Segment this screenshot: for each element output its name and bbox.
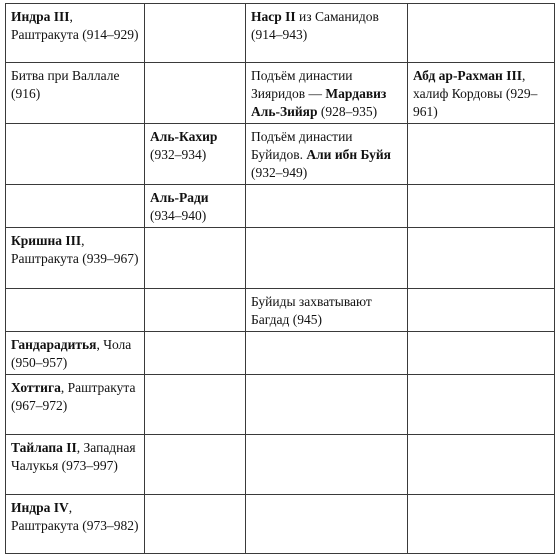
- cell-text: Битва при Валлале (916): [11, 68, 120, 101]
- table-row: [6, 185, 555, 228]
- table-cell: [408, 185, 555, 228]
- ruler-name: Аль-Ради: [150, 190, 209, 205]
- table-row: [6, 289, 555, 332]
- ruler-name: Хоттига: [11, 380, 61, 395]
- table-row: [6, 228, 555, 289]
- cell-text: , Раштракута (967–972): [11, 380, 136, 413]
- ruler-name: Наср II: [251, 9, 296, 24]
- table-cell: [246, 435, 408, 495]
- table-cell: [408, 332, 555, 375]
- table-cell: [408, 495, 555, 554]
- cell-text: из Саманидов (914–943): [251, 9, 379, 42]
- table-cell: [246, 332, 408, 375]
- table-cell: [145, 4, 246, 63]
- cell-text: (932–934): [150, 147, 207, 162]
- cell-text: , Чола (950–957): [11, 337, 132, 370]
- table-cell: [408, 4, 555, 63]
- table-cell: [145, 228, 246, 289]
- table-row: [6, 4, 555, 63]
- ruler-name: Аль-Кахир: [150, 129, 218, 144]
- table-cell: [408, 375, 555, 435]
- table-cell: [145, 495, 246, 554]
- ruler-name: Индра III: [11, 9, 70, 24]
- table-cell: [145, 435, 246, 495]
- ruler-name: Али ибн Буйя: [306, 147, 391, 162]
- table-cell: [6, 185, 145, 228]
- table-cell: [6, 4, 145, 63]
- table-cell: [246, 228, 408, 289]
- table-cell: [408, 289, 555, 332]
- table-cell: [408, 124, 555, 185]
- table-cell: [246, 375, 408, 435]
- table-cell: [408, 63, 555, 124]
- ruler-name: Мардавиз Аль-Зийяр: [251, 86, 387, 119]
- table-cell: [6, 228, 145, 289]
- table-cell: [6, 124, 145, 185]
- table-cell: [246, 289, 408, 332]
- table-cell: [246, 4, 408, 63]
- table-row: [6, 435, 555, 495]
- cell-text: , халиф Кордовы (929–961): [413, 68, 538, 119]
- table-cell: [145, 124, 246, 185]
- cell-text: (928–935): [317, 104, 378, 119]
- table-cell: [145, 63, 246, 124]
- cell-text: Подъём династии Зияридов —: [251, 68, 353, 101]
- cell-text: (932–949): [251, 165, 308, 180]
- table-cell: [6, 435, 145, 495]
- ruler-name: Тайлапа II: [11, 440, 77, 455]
- ruler-name: Абд ар-Рахман III: [413, 68, 522, 83]
- table-cell: [246, 124, 408, 185]
- chronology-table: [5, 3, 555, 554]
- table-cell: [6, 332, 145, 375]
- table-cell: [246, 185, 408, 228]
- ruler-name: Кришна III: [11, 233, 82, 248]
- cell-text: (934–940): [150, 208, 207, 223]
- table-row: [6, 332, 555, 375]
- table-cell: [408, 435, 555, 495]
- table-cell: [246, 495, 408, 554]
- table-row: [6, 375, 555, 435]
- cell-text: Подъём династии Буйидов.: [251, 129, 353, 162]
- cell-text: , Западная Чалукья (973–997): [11, 440, 136, 473]
- table-row: [6, 124, 555, 185]
- cell-text: , Раштракута (914–929): [11, 9, 139, 42]
- table-cell: [6, 289, 145, 332]
- table-cell: [6, 375, 145, 435]
- table-cell: [408, 228, 555, 289]
- table-cell: [6, 63, 145, 124]
- cell-text: Буйиды захватывают Багдад (945): [251, 294, 372, 327]
- cell-text: , Раштракута (973–982): [11, 500, 139, 533]
- table-row: [6, 495, 555, 554]
- table-cell: [145, 289, 246, 332]
- table-cell: [145, 185, 246, 228]
- ruler-name: Индра IV: [11, 500, 69, 515]
- ruler-name: Гандарадитья: [11, 337, 97, 352]
- table-row: [6, 63, 555, 124]
- cell-text: , Раштракута (939–967): [11, 233, 139, 266]
- table-cell: [145, 332, 246, 375]
- table-cell: [6, 495, 145, 554]
- table-cell: [246, 63, 408, 124]
- table-cell: [145, 375, 246, 435]
